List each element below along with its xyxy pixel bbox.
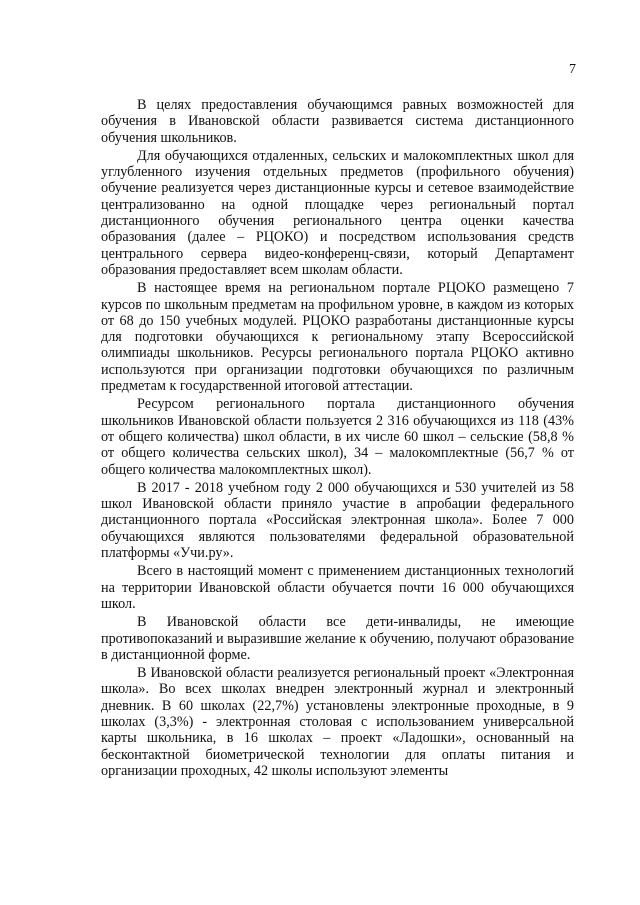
paragraph-total-students: Всего в настоящий момент с применением дистанционных технологий на территории Ивановской области обучается почти 16 000 обучающихся школ. <box>101 563 574 612</box>
paragraph-remote-schools: Для обучающихся отдаленных, сельских и малокомплектных школ для углубленного изучения отдельных предметов (профильного обучения) обучение реализуется через дистанционные курсы и сетевое взаимодействие централизованно на одной площадке через региональный портал дистанционного обучения регионального центра оценки качества образования (далее – РЦОКО) и посредством использования средств центрального сервера видео-конференц-связи, который Департамент образования предоставляет всем школам области. <box>101 147 574 278</box>
paragraph-federal-portal: В 2017 - 2018 учебном году 2 000 обучающихся и 530 учителей из 58 школ Ивановской области приняло участие в апробации федерального дистанционного портала «Российская электронная школа». Более 7 000 обучающихся являются пользователями федеральной образовательной платформы «Учи.ру». <box>101 479 574 562</box>
page-number: 7 <box>569 62 576 77</box>
paragraph-electronic-school: В Ивановской области реализуется региональный проект «Электронная школа». Во всех школах внедрен электронный журнал и электронный дневник. В 60 школах (22,7%) установлены электронные проходные, в 9 школах (3,3%) - электронная столовая с использованием универсальной карты школьника, в 16 школах – проект «Ладошки», основанный на бесконтактной биометрической технологии для оплаты питания и организации проходных, 42 школы используют элементы <box>101 665 574 779</box>
paragraph-rcoko-courses: В настоящее время на региональном портале РЦОКО размещено 7 курсов по школьным предметам на профильном уровне, в каждом из которых от 68 до 150 учебных модулей. РЦОКО разработаны дистанционные курсы для подготовки обучающихся к региональному этапу Всероссийской олимпиады школьников. Ресурсы регионального портала РЦОКО активно используются при организации подготовки обучающихся по различным предметам к государственной итоговой аттестации. <box>101 280 574 395</box>
paragraph-portal-usage: Ресурсом регионального портала дистанционного обучения школьников Ивановской области пользуется 2 316 обучающихся из 118 (43% от общего количества) школ области, в их числе 60 школ – сельские (58,8 % от общего количества сельских школ), 34 – малокомплектные (56,7 % от общего количества малокомплектных школ). <box>101 396 574 478</box>
paragraph-distance-learning-intro: В целях предоставления обучающимся равных возможностей для обучения в Ивановской области развивается система дистанционного обучения школьников. <box>101 97 574 146</box>
paragraph-disabled-children: В Ивановской области все дети-инвалиды, не имеющие противопоказаний и выразившие желание к обучению, получают образование в дистанционной форме. <box>101 614 574 663</box>
document-body <box>101 97 574 781</box>
